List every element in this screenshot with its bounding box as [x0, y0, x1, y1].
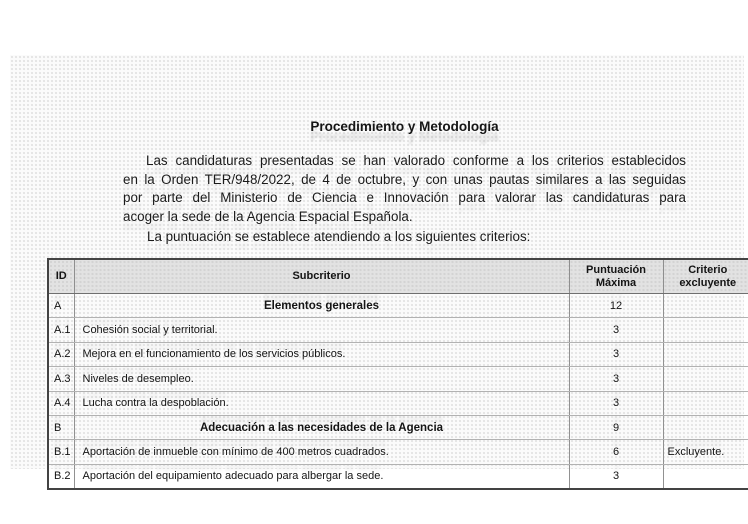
cell-subcriterio: Aportación del equipamiento adecuado para albergar la sede.: [74, 464, 569, 489]
header-cell-puntuacion: Puntuación Máxima: [569, 259, 663, 294]
cell-subcriterio: Aportación de inmueble con mínimo de 400 metros cuadrados.: [74, 440, 569, 464]
cell-puntuacion: 9: [569, 415, 663, 439]
cell-puntuacion: 3: [569, 391, 663, 415]
cell-id: B: [48, 415, 74, 439]
intro-line: en la Orden TER/948/2022, de 4 de octubre, y con unas pautas similares a las seguidas: [123, 171, 686, 187]
cell-id: B.1: [48, 440, 74, 464]
cell-id: B.2: [48, 464, 74, 489]
cell-id: A.2: [48, 342, 74, 366]
intro-line: Las candidaturas presentadas se han valorado conforme a los criterios establecidos: [146, 153, 686, 168]
cell-subcriterio: Adecuación a las necesidades de la Agencia: [74, 415, 569, 439]
cell-subcriterio: Niveles de desempleo.: [74, 367, 569, 391]
table-row-a1: [48, 318, 748, 342]
criteria-table: [47, 258, 748, 490]
cell-criterio: [663, 464, 748, 489]
document-page: [10, 55, 744, 483]
table-row-a4: [48, 391, 748, 415]
cell-criterio: [663, 318, 748, 342]
header-cell-id: ID: [48, 259, 74, 294]
table-row-section-a: [48, 294, 748, 318]
table-row-a3: [48, 367, 748, 391]
cell-criterio: [663, 342, 748, 366]
intro-paragraph: [123, 152, 686, 227]
cell-subcriterio: Mejora en el funcionamiento de los servicios públicos.: [74, 342, 569, 366]
cell-criterio: Excluyente.: [663, 440, 748, 464]
table-row-b2: [48, 464, 748, 489]
cell-subcriterio: Elementos generales: [74, 294, 569, 318]
cell-puntuacion: 3: [569, 367, 663, 391]
table-row-a2: [48, 342, 748, 366]
cell-puntuacion: 3: [569, 464, 663, 489]
page-title: Procedimiento y Metodología: [310, 119, 499, 134]
criteria-intro-paragraph: La puntuación se establece atendiendo a los siguientes criterios:: [147, 229, 531, 244]
header-row: [48, 259, 748, 294]
cell-puntuacion: 6: [569, 440, 663, 464]
cell-puntuacion: 3: [569, 342, 663, 366]
cell-criterio: [663, 367, 748, 391]
cell-id: A.1: [48, 318, 74, 342]
cell-puntuacion: 12: [569, 294, 663, 318]
cell-subcriterio: Lucha contra la despoblación.: [74, 391, 569, 415]
cell-criterio: [663, 415, 748, 439]
cell-criterio: [663, 294, 748, 318]
cell-id: A.3: [48, 367, 74, 391]
cell-criterio: [663, 391, 748, 415]
cell-puntuacion: 3: [569, 318, 663, 342]
criteria-table-header: [48, 259, 748, 294]
cell-id: A: [48, 294, 74, 318]
intro-line: acoger la sede de la Agencia Espacial Española.: [123, 209, 413, 225]
intro-line: por parte del Ministerio de Ciencia e Innovación para valorar las candidaturas para: [123, 190, 686, 206]
table-row-section-b: [48, 415, 748, 439]
header-cell-criterio: Criterio excluyente: [663, 259, 748, 294]
cell-id: A.4: [48, 391, 74, 415]
cell-subcriterio: Cohesión social y territorial.: [74, 318, 569, 342]
header-cell-subcriterio: Subcriterio: [74, 259, 569, 294]
table-row-b1: [48, 440, 748, 464]
